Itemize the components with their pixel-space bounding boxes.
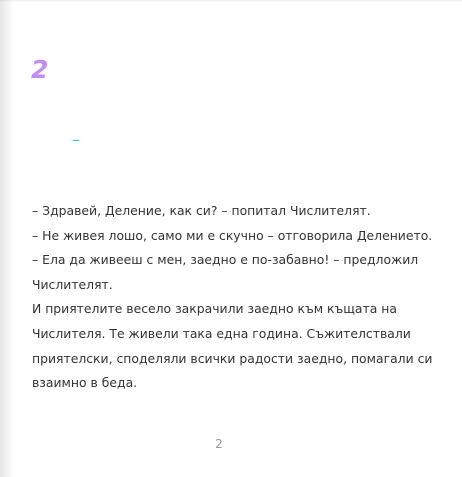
paragraph: – Ела да живееш с мен, заедно е по-забавно! – предложил Числителят. [32, 252, 419, 292]
story-text [32, 199, 442, 396]
paragraph: – Здравей, Деление, как си? – попитал Числителят. [32, 203, 371, 218]
page-edge-shadow [0, 0, 14, 477]
page-top-edge [0, 0, 462, 2]
paragraph: И приятелите весело закрачили заедно към къщата на Числителя. Те живели така една година. Съжителствали приятелски, споделяли всички радости заедно, помагали си взаимно в беда. [32, 301, 433, 391]
paragraph: – Не живея лошо, само ми е скучно – отговорила Делението. [32, 227, 433, 243]
page-number: 2 [215, 437, 223, 451]
chapter-title: – [72, 130, 80, 149]
chapter-number: 2 [31, 55, 49, 84]
